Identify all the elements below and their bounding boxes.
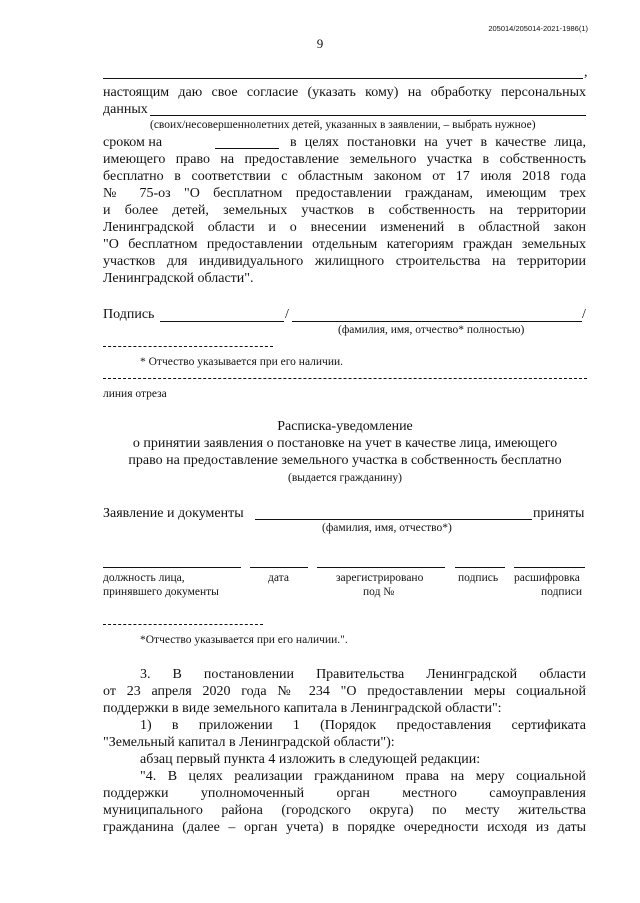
consent-line-10: "О бесплатном предоставлении отдельным категориям граждан земельных [103,237,586,252]
signature-line [160,321,284,322]
col-position-b: принявшего документы [103,586,219,598]
term-fill-line [215,148,279,149]
col-registered-a: зарегистрировано [336,572,424,584]
col-line-5 [514,567,585,568]
receipt-title: Расписка-уведомление [277,419,413,434]
documents-hint: (фамилия, имя, отчество*) [322,522,452,534]
consent-line-9: Ленинградской области и о внесении изменений в областной закон [103,220,586,235]
col-line-1 [103,567,241,568]
receipt-subtitle-3: (выдается гражданину) [288,472,402,484]
consent-line-6: бесплатно в соответствии с областным законом от 17 июля 2018 года [103,169,586,184]
amend-line-4: 1) в приложении 1 (Порядок предоставления сертификата [140,718,586,733]
footnote-separator [103,346,273,347]
consent-line-11: участков для индивидуального жилищного строительства на территории [103,254,586,269]
col-decoding-a: расшифровка [514,572,580,584]
signature-slash-end: / [582,307,586,322]
col-decoding-b: подписи [541,586,582,598]
amend-line-1: 3. В постановлении Правительства Ленинградской области [140,667,586,682]
consent-hint: (своих/несовершеннолетних детей, указанных в заявлении, – выбрать нужное) [150,119,536,131]
documents-accepted: приняты [533,506,585,521]
consent-line-4a: сроком на [103,135,163,150]
consent-line-4b: в целях постановки на учет в качестве лица, [290,135,586,150]
amend-line-8: поддержки уполномоченный орган местного самоуправления [103,786,586,801]
col-registered-b: под № [363,586,395,598]
col-line-4 [455,567,505,568]
documents-label: Заявление и документы [103,506,244,521]
page-number: 9 [316,36,324,51]
footnote-2: *Отчество указывается при его наличии.". [140,634,348,646]
consent-line-2: настоящим даю свое согласие (указать кому) на обработку персональных [103,85,586,100]
footnote-1: * Отчество указывается при его наличии. [140,356,344,368]
consent-line-7: № 75-оз "О бесплатном предоставлении гражданам, имеющим трех [103,186,586,201]
signature-slash: / [285,307,289,322]
data-fill-line [150,115,586,116]
consent-line-12: Ленинградской области". [103,271,254,286]
amend-line-9: муниципального района (городского округа) по месту жительства [103,803,586,818]
col-date: дата [268,572,289,584]
receipt-subtitle-1: о принятии заявления о постановке на учет в качестве лица, имеющего [132,436,558,451]
documents-fill-line [255,519,532,520]
consent-line-5: имеющего право на предоставление земельного участка в собственность [103,152,586,167]
amend-line-6: абзац первый пункта 4 изложить в следующей редакции: [140,752,481,767]
footnote-separator-2 [103,624,263,625]
comma: , [584,65,588,80]
fill-line [103,78,583,79]
amend-line-10: гражданина (далее – орган учета) в порядке очередности исходя из даты [103,820,586,835]
col-position-a: должность лица, [103,572,185,584]
signature-hint: (фамилия, имя, отчество* полностью) [338,324,525,336]
consent-line-3: данных [103,102,148,117]
col-signature: подпись [458,572,499,584]
col-line-2 [250,567,308,568]
amend-line-2: от 23 апреля 2020 года № 234 "О предоставлении меры социальной [103,684,586,699]
signature-label: Подпись [103,307,155,322]
col-line-3 [317,567,445,568]
consent-line-8: и более детей, земельных участков в собственность на территории [103,203,586,218]
amend-line-5: "Земельный капитал в Ленинградской области"): [103,735,395,750]
cut-dashed-line [103,378,587,379]
document-id: 205014/205014-2021-1986(1) [488,24,588,33]
amend-line-3: поддержки в виде земельного капитала в Ленинградской области": [103,701,502,716]
cut-line-label: линия отреза [103,388,167,400]
fullname-line [292,321,582,322]
receipt-subtitle-2: право на предоставление земельного участка в собственность бесплатно [128,453,562,468]
amend-line-7: "4. В целях реализации гражданином права на меру социальной [140,769,586,784]
